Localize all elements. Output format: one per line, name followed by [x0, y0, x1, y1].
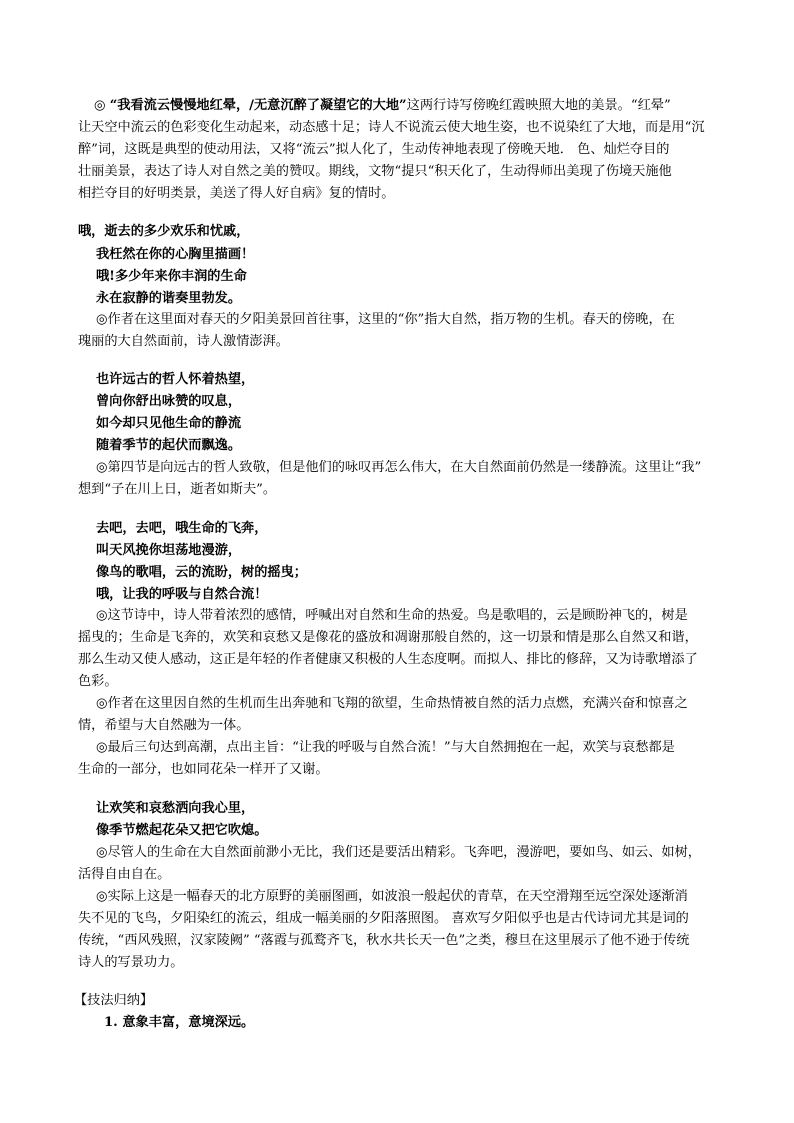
note-line: 传统，“西风残照，汉家陵阙” “落霞与孤鹜齐飞，秋水共长天一色”之类，穆旦在这里展示了他不逊于传统 — [78, 933, 690, 948]
note-line: ◎第四节是向远古的哲人致敬，但是他们的咏叹再怎么伟大，在大自然面前仍然是一缕静流。这里让“我” — [96, 460, 702, 475]
note-line: 瑰丽的大自然面前，诗人激情澎湃。 — [78, 334, 289, 349]
poem-line: 随着季节的起伏而飘逸。 — [96, 438, 242, 453]
note-line: 失不见的飞鸟，夕阳染红的流云，组成一幅美丽的夕阳落照图。 喜欢写夕阳似乎也是古代诗词尤其是词的 — [78, 911, 689, 926]
technique-item: 1. 意象丰富，意境深远。 — [104, 1015, 255, 1030]
poem-line: 去吧，去吧，哦生命的飞奔， — [96, 521, 268, 536]
poem-line: 像鸟的歌唱，云的流盼，树的摇曳； — [96, 565, 307, 580]
poem-line: 永在寂静的谐奏里勃发。 — [96, 291, 242, 306]
poem-line: 我枉然在你的心胸里描画！ — [96, 247, 255, 262]
note-line: 那么生动又使人感动，这正是年轻的作者健康又积极的人生态度啊。而拟人、排比的修辞，又为诗歌增添了 — [78, 652, 698, 667]
paragraph-line: 让天空中流云的色彩变化生动起来，动态感十足；诗人不说流云使大地生姿，也不说染红了大地，而是用“沉 — [78, 120, 705, 135]
quoted-verse: “我看流云慢慢地红晕，/无意沉醉了凝望它的大地” — [109, 98, 407, 113]
paragraph-line: 壮丽美景，表达了诗人对自然之美的赞叹。期线，文物“提只“积天化了，生动得师出美现了伤境天施他 — [78, 164, 672, 179]
section-heading: 【技法归纳】 — [74, 993, 154, 1008]
note-line: 活得自由自在。 — [78, 867, 171, 882]
poem-line: 哦!多少年来你丰润的生命 — [96, 269, 247, 284]
note-marker: ◎ — [94, 98, 110, 113]
note-line: 情，希望与大自然融为一体。 — [78, 718, 250, 733]
poem-line: 叫天风挽你坦荡地漫游， — [96, 543, 242, 558]
note-line: ◎作者在这里面对春天的夕阳美景回首往事，这里的“你”指大自然，指万物的生机。春天的傍晚，在 — [96, 312, 675, 327]
note-line: ◎作者在这里因自然的生机而生出奔驰和飞翔的欲望，生命热情被自然的活力点燃，充满兴奋和惊喜之 — [96, 696, 688, 711]
poem-line: 哦，让我的呼吸与自然合流！ — [96, 587, 268, 602]
note-line: ◎实际上这是一幅春天的北方原野的美丽图画，如波浪一般起伏的青草，在天空滑翔至远空深处逐渐消 — [96, 889, 688, 904]
poem-line: 哦，逝去的多少欢乐和忧戚， — [78, 224, 250, 239]
note-line: 生命的一部分，也如同花朵一样开了又谢。 — [78, 762, 329, 777]
paragraph-line: 相拦夺目的好明类景，美送了得人好自病》复的情时。 — [78, 186, 395, 201]
note-line: 想到“子在川上日，逝者如斯夫”。 — [78, 482, 277, 497]
paragraph-line — [94, 95, 671, 117]
poem-line: 如今却只见他生命的静流 — [96, 416, 242, 431]
note-line: 色彩。 — [78, 674, 118, 689]
poem-line: 像季节燃起花朵又把它吹熄。 — [96, 823, 268, 838]
note-line: 诗人的写景功力。 — [78, 955, 184, 970]
note-line: ◎这节诗中，诗人带着浓烈的感情，呼喊出对自然和生命的热爱。鸟是歌唱的，云是顾盼神飞的，树是 — [96, 608, 688, 623]
note-line: ◎尽管人的生命在大自然面前渺小无比，我们还是要活出精彩。飞奔吧，漫游吧，要如鸟、如云、如树， — [96, 845, 701, 860]
poem-line: 曾向你舒出咏赞的叹息， — [96, 394, 242, 409]
note-line: 摇曳的；生命是飞奔的，欢笑和哀愁又是像花的盛放和凋谢那般自然的，这一切景和情是那么自然又和谐， — [78, 630, 698, 645]
paragraph-text: 这两行诗写傍晚红霞映照大地的美景。“红晕” — [406, 98, 671, 113]
poem-line: 也许远古的哲人怀着热望， — [96, 372, 255, 387]
note-line: ◎最后三句达到高潮，点出主旨：“让我的呼吸与自然合流！”与大自然拥抱在一起，欢笑与哀愁都是 — [96, 740, 675, 755]
paragraph-line: 醉”词，这既是典型的使动用法，又将“流云”拟人化了，生动传神地表现了傍晚天地． 色、灿烂夺目的 — [78, 142, 670, 157]
poem-line: 让欢笑和哀愁洒向我心里， — [96, 801, 255, 816]
